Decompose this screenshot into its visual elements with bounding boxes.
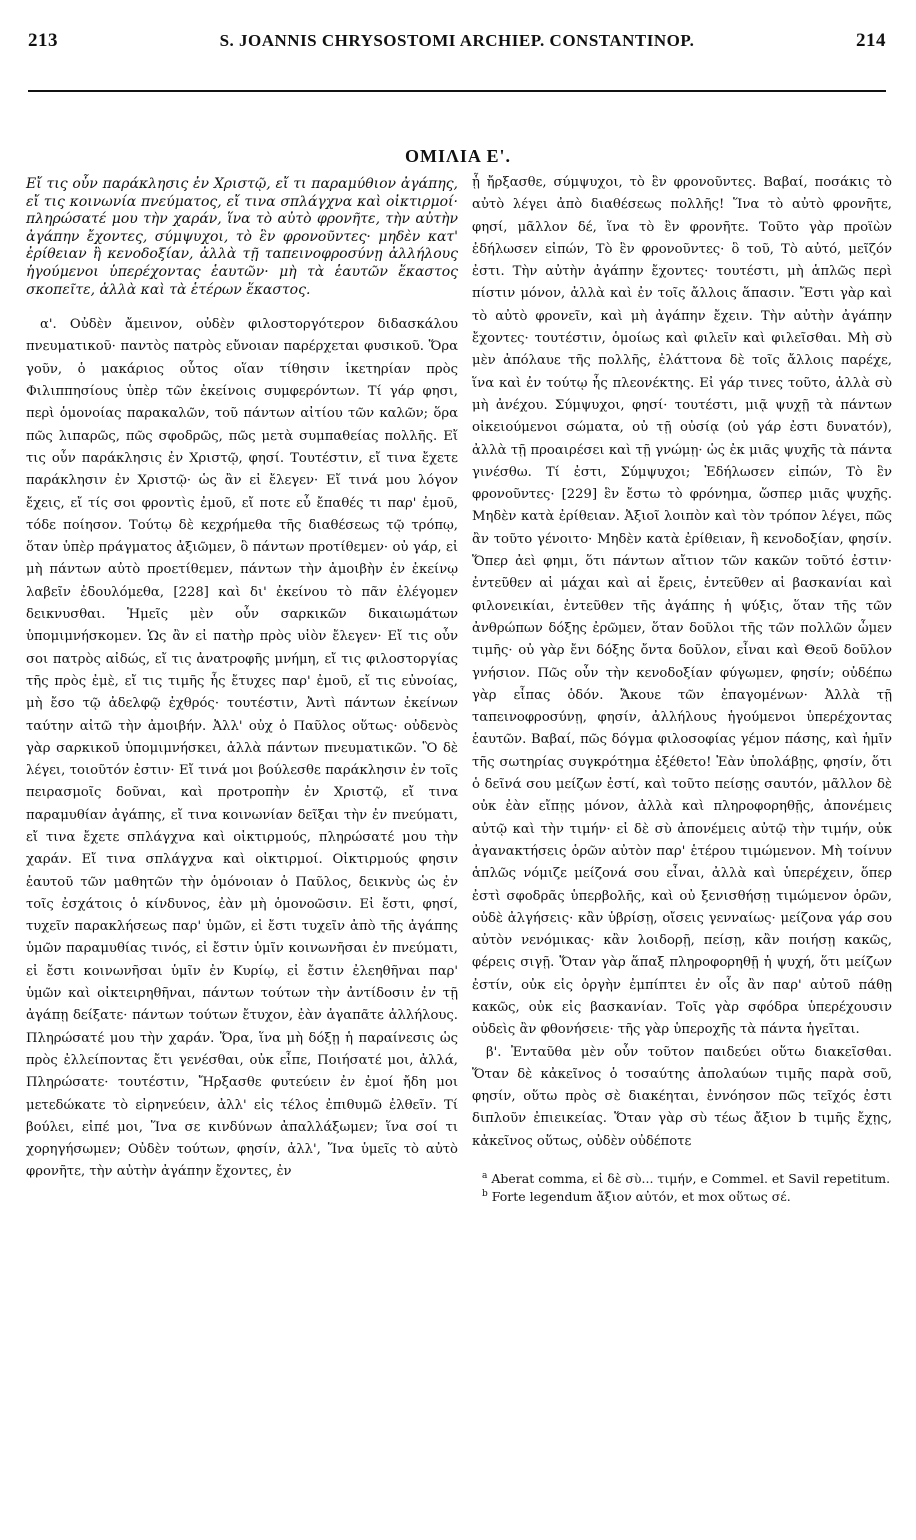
page-number-right: 214	[856, 30, 886, 51]
left-column	[26, 176, 458, 1184]
commentary-paragraph: α'. Οὐδὲν ἄμεινον, οὐδὲν φιλοστοργότερον διδασκάλου πνευματικοῦ· παντὸς πατρὸς εὔνοιαν παρέρχεται φυσικοῦ. Ὅρα γοῦν, ὁ μακάριος οὗτος οἵαν τίθησιν ἱκετηρίαν πρὸς Φιλιππησίους ὑπὲρ τῶν ἐκείνοις συμφερόντων. Τί γάρ φησι, περὶ ὁμονοίας παρακαλῶν, τοῦ πάντων αἰτίου τῶν καλῶν; ὅρα πῶς λιπαρῶς, πῶς σφοδρῶς, πῶς μετὰ συμπαθείας πολλῆς. Εἴ τις οὖν παράκλησις ἐν Χριστῷ, φησί. Τουτέστιν, εἴ τινα ἔχετε παράκλησιν ἐν Χριστῷ· ὡς ἂν εἰ ἔλεγεν· Εἴ τινά μου λόγον ἔχεις, εἴ τίς σοι φροντὶς ἐμοῦ, εἴ ποτε εὖ ἔπαθές τι παρ' ἐμοῦ, τόδε ποίησον. Τούτῳ δὲ κεχρήμεθα τῆς διαθέσεως τῷ τρόπῳ, ὅταν ὑπὲρ πράγματος ἀξιῶμεν, ὃ πάντων προτίθεμεν· οὐ γάρ, εἰ μὴ πάντων αὐτὸ προετίθεμεν, πάντων τὴν ἀμοιβὴν ἐν ἐκείνῳ λαβεῖν ἐδουλόμεθα, [228] καὶ δι' ἐκείνου τὸ πᾶν ἐλέγομεν δεικνυσθαι. Ἡμεῖς μὲν οὖν σαρκικῶν δικαιωμάτων ὑπομιμνήσκομεν. Ὡς ἂν εἰ πατὴρ πρὸς υἱὸν ἔλεγεν· Εἴ τις οὖν σοι πατρὸς αἰδώς, εἴ τις ἀνατροφῆς μνήμη, εἴ τις φιλοστοργίας τῆς πρὸς ἐμὲ, εἴ τις τιμῆς ἧς ἔτυχες παρ' ἐμοῦ, εἴ τις εὐνοίας, μὴ ἔσο τῷ ἀδελφῷ ἐχθρός· τουτέστιν, Ἀντὶ πάντων ἐκείνων ταύτην αἰτῶ τὴν ἀμοιβήν. Ἀλλ' οὐχ ὁ Παῦλος οὕτως· οὐδενὸς γὰρ σαρκικοῦ ὑπομιμνήσκει, ἀλλὰ πάντων πνευματικῶν. Ὃ δὲ λέγει, τοιοῦτόν ἐστιν· Εἴ τινά μοι βούλεσθε παράκλησιν ἐν τοῖς πειρασμοῖς δοῦναι, καὶ προτροπὴν ἐν Χριστῷ, εἴ τινα παραμυθίαν ἀγάπης, εἴ τινα κοινωνίαν δεῖξαι τὴν ἐν πνεύματι, εἴ τινα ἔχετε σπλάγχνα καὶ οἰκτιρμούς, πληρώσατέ μου τὴν χαράν. Εἴ τινα σπλάγχνα καὶ οἰκτιρμοί. Οἰκτιρμούς φησιν ἑαυτοῦ τῶν μαθητῶν τὴν ὁμόνοιαν ὁ Παῦλος, δεικνὺς ὡς ἐν τοῖς ἐσχάτοις ὁ κίνδυνος, ἐὰν μὴ ὁμονοῶσιν. Εἰ ἔστι, φησί, τυχεῖν παρακλήσεως παρ' ὑμῶν, εἰ ἔστι τυχεῖν ἀπὸ τῆς ἀγάπης ὑμῶν παραμυθίας τινός, εἰ ἔστιν ὑμῖν κοινωνῆσαι ἐν πνεύματι, εἰ ἔστι κοινωνῆσαι ὑμῖν ἐν Κυρίῳ, εἰ ἔστιν ἐλεηθῆναι παρ' ὑμῶν καὶ οἰκτειρηθῆναι, πάντων τούτων τὴν ἀντίδοσιν ἐν τῇ ἀγάπῃ δείξατε· πάντων τούτων ἔτυχον, ἐὰν ἀγαπᾶτε ἀλλήλους. Πληρώσατέ μου τὴν χαράν. Ὅρα, ἵνα μὴ δόξῃ ἡ παραίνεσις ὡς πρὸς ἐλλείποντας ἔτι γενέσθαι, οὐκ εἶπε, Ποιήσατέ μοι, ἀλλά, Πληρώσατε· τουτέστιν, Ἤρξασθε φυτεύειν ἐν ἐμοί ἤδη μοι μετεδώκατε τὸ εἰρηνεύειν, ἀλλ' εἰς τέλος ἐπιθυμῶ ἐλθεῖν. Τί βούλει, εἰπέ μοι, Ἵνα σε κινδύνων ἀπαλλάξωμεν; ἵνα σοί τι χορηγήσωμεν; Οὐδὲν τούτων, φησίν, ἀλλ', Ἵνα ὑμεῖς τὸ αὐτὸ φρονῆτε, τὴν αὐτὴν ἀγάπην ἔχοντες, ἐν	[26, 317, 458, 1180]
running-title: S. JOANNIS CHRYSOSTOMI ARCHIEP. CONSTANTINOP.	[219, 31, 695, 50]
homily-title: ΟΜΙΛΙΑ Ε'.	[405, 146, 511, 166]
right-column	[472, 172, 892, 1204]
footnotes	[472, 1169, 892, 1204]
footnote-b: $^b$ Forte legendum ἄξιον αὐτόν, et mox οὕτως σέ.	[482, 1188, 791, 1204]
scripture-lemma: Εἴ τις οὖν παράκλησις ἐν Χριστῷ, εἴ τι παραμύθιον ἀγάπης, εἴ τις κοινωνία πνεύματος, εἴ τινα σπλάγχνα καὶ οἰκτιρμοί· πληρώσατέ μου τὴν χαράν, ἵνα τὸ αὐτὸ φρονῆτε, τὴν αὐτὴν ἀγάπην ἔχοντες, σύμψυχοι, τὸ ἓν φρονοῦντες· μηδὲν κατ' ἐρίθειαν ἢ κενοδοξίαν, ἀλλὰ τῇ ταπεινοφροσύνῃ ἀλλήλους ἡγούμενοι ὑπερέχοντας ἑαυτῶν· μὴ τὰ ἑαυτῶν ἕκαστος σκοπεῖτε, ἀλλὰ καὶ τὰ ἑτέρων ἕκαστος.	[26, 176, 458, 298]
commentary-paragraph-section-2: β'. Ἐνταῦθα μὲν οὖν τοῦτον παιδεύει οὕτω διακεῖσθαι. Ὅταν δὲ κἀκεῖνος ὁ τοσαύτης ἀπολαύων τιμῆς παρὰ σοῦ, φησίν, οὕτω πρὸς σὲ διακέηται, ἐννόησον πῶς τεῖχός ἐστι διπλοῦν ἐπιεικείας. Ὅταν γὰρ σὺ τέως ἄξιον b τιμῆς ἔχῃς, κἀκεῖνος οὕτως, οὐδὲν οὐδέποτε	[472, 1044, 892, 1149]
commentary-paragraph: ᾗ ἤρξασθε, σύμψυχοι, τὸ ἓν φρονοῦντες. Βαβαί, ποσάκις τὸ αὐτὸ λέγει ἀπὸ διαθέσεως πολλῆς! Ἵνα τὸ αὐτὸ φρονῆτε, φησί, μᾶλλον δέ, ἵνα τὸ ἓν φρονῆτε. Τοῦτο γὰρ προϊὼν ἐδήλωσεν εἰπών, Τὸ ἓν φρονοῦντες· ὃ τοῦ, Τὸ αὐτό, μεῖζόν ἐστι. Τὴν αὐτὴν ἀγάπην ἔχοντες· τουτέστι, μὴ ἁπλῶς περὶ πίστιν μόνον, ἀλλὰ καὶ ἐν τοῖς ἄλλοις ἅπασιν. Ἔστι γὰρ καὶ τὸ αὐτὸ φρονεῖν, καὶ μὴ ἀγάπην ἔχειν. Τὴν αὐτὴν ἀγάπην ἔχοντες· τουτέστιν, ὁμοίως καὶ φιλεῖν καὶ φιλεῖσθαι. Μὴ σὺ μὲν ἀπόλαυε τῆς πολλῆς, ἐλάττονα δὲ τοῖς ἄλλοις παρέχε, ἵνα καὶ ἐν τούτῳ ἧς πλεονέκτης. Εἰ γάρ τινες τοῦτο, ἀλλὰ σὺ μὴ ἀνέχου. Σύμψυχοι, φησί· τουτέστι, μιᾷ ψυχῇ τὰ πάντων οἰκειούμενοι σώματα, οὐ τῇ οὐσίᾳ (οὐ γάρ ἐστι δυνατόν), ἀλλὰ τῇ προαιρέσει καὶ τῇ γνώμῃ· ὡς ἐκ μιᾶς ψυχῆς τὰ πάντα γινέσθω. Τί ἐστι, Σύμψυχοι; Ἐδήλωσεν εἰπών, Τὸ ἓν φρονοῦντες· [229] ἓν ἔστω τὸ φρόνημα, ὥσπερ μιᾶς ψυχῆς. Μηδὲν κατὰ ἐρίθειαν. Ἀξιοῖ λοιπὸν καὶ τὸν τρόπον λέγει, πῶς ἂν τοῦτο γένοιτο· Μηδὲν κατὰ ἐρίθειαν, ἢ κενοδοξίαν, φησίν. Ὅπερ ἀεὶ φημι, ὅτι πάντων αἴτιον τῶν κακῶν τοῦτό ἐστιν· ἐντεῦθεν αἱ μάχαι καὶ αἱ ἔρεις, ἐντεῦθεν αἱ βασκανίαι καὶ φιλονεικίαι, ἐντεῦθεν τῆς ἀγάπης ἡ ψύξις, ὅταν τῆς τῶν ἀνθρώπων δόξης ἐρῶμεν, ὅταν δοῦλοι τῆς τῶν πολλῶν ὦμεν τιμῆς· οὐ γὰρ ἔνι δόξης ὄντα δοῦλον, εἶναι καὶ Θεοῦ δοῦλον γνήσιον. Πῶς οὖν τὴν κενοδοξίαν φύγωμεν, φησίν; οὐδέπω γὰρ εἶπας ὁδόν. Ἄκουε τῶν ἐπαγομένων· Ἀλλὰ τῇ ταπεινοφροσύνῃ, φησίν, ἀλλήλους ἡγούμενοι ὑπερέχοντας ἑαυτῶν. Βαβαί, πῶς δόγμα φιλοσοφίας γέμον πάσης, καὶ ἡμῖν τῆς σωτηρίας συγκρότημα ἐξέθετο! Ἐὰν ὑπολάβῃς, φησίν, ὅτι ὁ δεῖνά σου μείζων ἐστί, καὶ τοῦτο πείσῃς σαυτόν, μᾶλλον δὲ οὐκ ἐὰν εἴπῃς μόνον, ἀλλὰ καὶ πληροφορηθῇς, ἀπονέμεις αὐτῷ καὶ τὴν τιμήν· εἰ δὲ σὺ ἀπονέμεις αὐτῷ τὴν τιμήν, οὐκ ἀγανακτήσεις ὁρῶν αὐτὸν παρ' ἑτέρου τιμώμενον. Μὴ τοίνυν ἁπλῶς νόμιζε μείζονά σου εἶναι, ἀλλὰ καὶ ὑπερέχειν, ὅπερ ἐστὶ σφοδρᾶς ὑπερβολῆς, καὶ οὐ ξενισθήσῃ τιμώμενον ὁρῶν, οὐδὲ ἀλγήσεις· κἂν ὑβρίσῃ, οἴσεις γενναίως· μείζονα γάρ σου αὐτὸν νενόμικας· κἂν λοιδορῇ, πείσῃ, κἂν ποιήσῃ κακῶς, φέρεις σιγῇ. Ὅταν γὰρ ἅπαξ πληροφορηθῇ ἡ ψυχή, ὅτι μείζων ἐστίν, οὐκ εἰς ὀργὴν ἐμπίπτει ἐν οἷς ἂν παρ' αὐτοῦ πάθῃ κακῶς, οὐκ εἰς βασκανίαν. Τοῖς γὰρ σφόδρα ὑπερέχουσιν οὐδεὶς ἂν φθονήσειε· τῆς γὰρ ὑπεροχῆς τὰ πάντα ἡγεῖται.	[472, 175, 892, 1038]
page-number-left: 213	[28, 30, 58, 51]
footnote-a: $^a$ Aberat comma, εἰ δὲ σὺ... τιμήν, e Commel. et Savil repetitum.	[482, 1171, 891, 1187]
header-rule	[28, 90, 886, 92]
running-header	[28, 26, 886, 56]
